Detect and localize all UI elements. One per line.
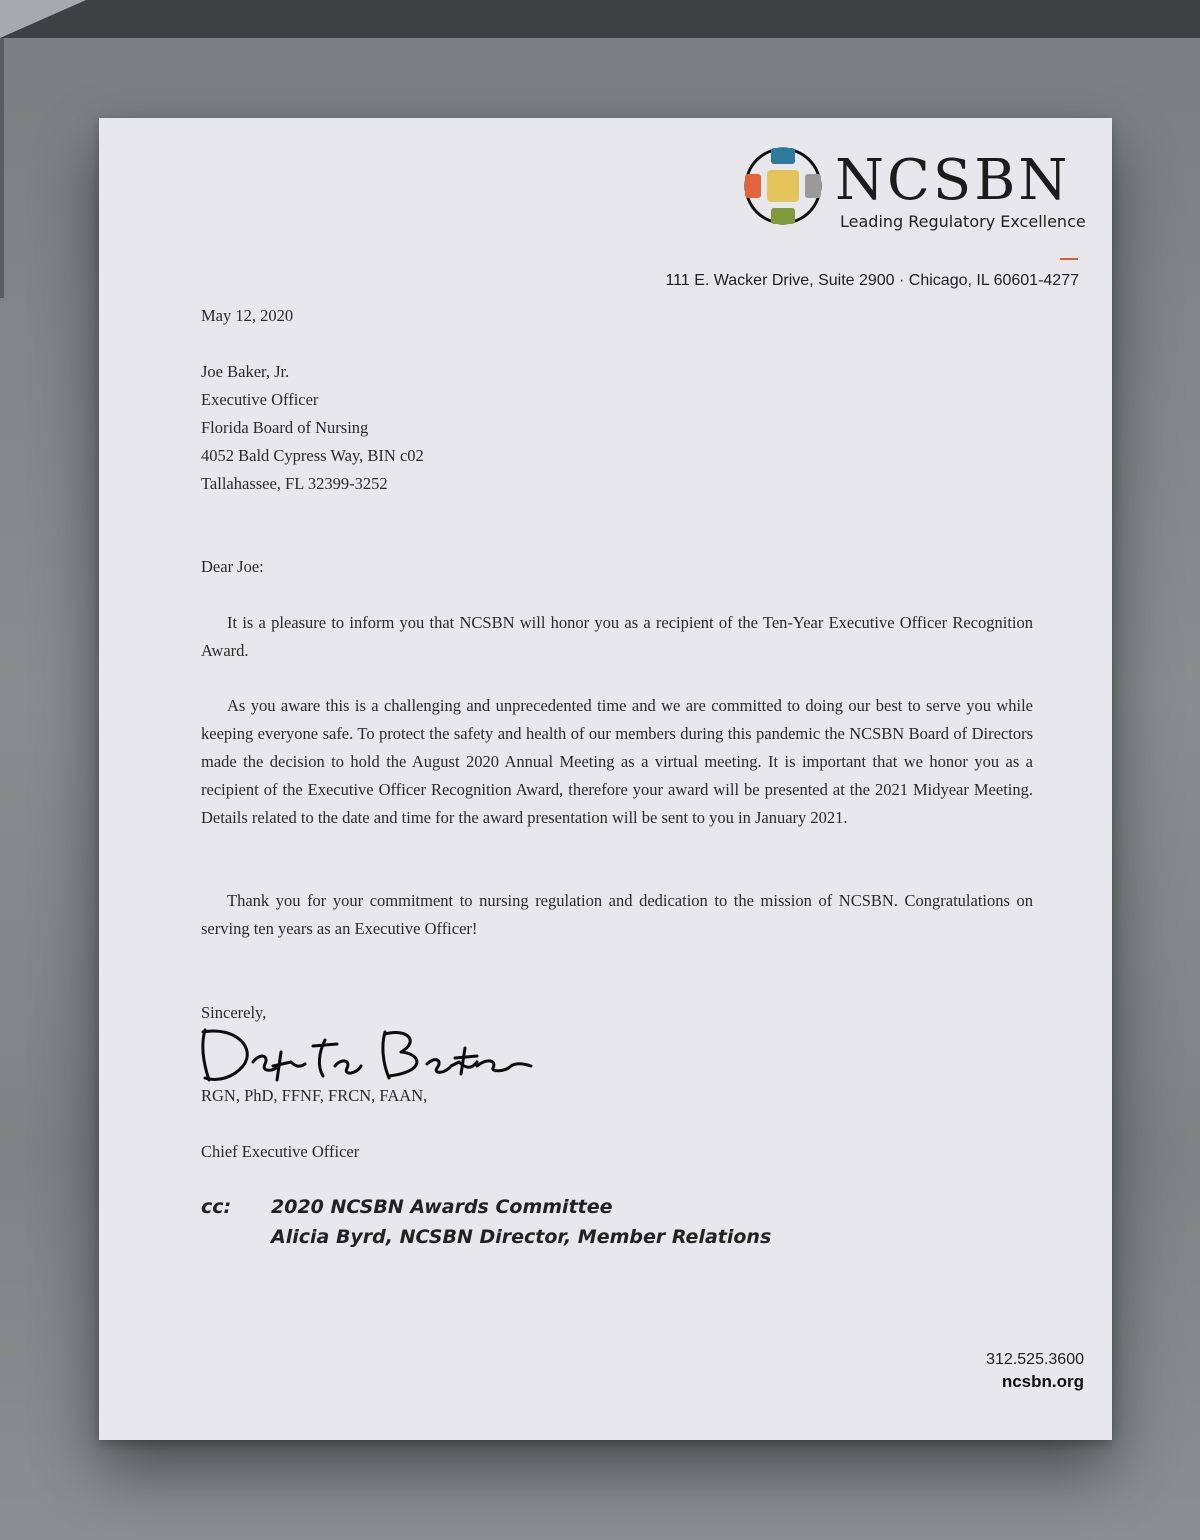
letterhead-address: 111 E. Wacker Drive, Suite 2900 · Chicago, IL 60601-4277	[665, 272, 1079, 289]
left-edge	[0, 38, 4, 298]
signer-credentials: RGN, PhD, FFNF, FRCN, FAAN,	[201, 1086, 428, 1105]
cc-label: cc:	[201, 1196, 232, 1218]
signer-title: Chief Executive Officer	[201, 1142, 360, 1161]
top-bar	[0, 0, 1200, 38]
footer-website: ncsbn.org	[1001, 1372, 1084, 1391]
org-name: NCSBN	[835, 148, 1071, 213]
recipient-line: Tallahassee, FL 32399-3252	[201, 474, 388, 493]
letter-page	[99, 118, 1112, 1440]
closing: Sincerely,	[201, 1003, 267, 1022]
recipient-line: 4052 Bald Cypress Way, BIN c02	[201, 446, 424, 465]
paragraph: Thank you for your commitment to nursing regulation and dedication to the mission of NCSBN. Congratulations on serving ten years as an Executive Officer!	[201, 891, 1033, 938]
salutation: Dear Joe:	[201, 557, 264, 576]
recipient-block	[201, 358, 1033, 498]
cc-line: Alicia Byrd, NCSBN Director, Member Relations	[271, 1226, 772, 1248]
ncsbn-logo-mark-icon	[743, 146, 823, 226]
handwritten-signature	[195, 1022, 535, 1086]
cc-list	[271, 1192, 771, 1252]
footer-phone: 312.525.3600	[986, 1351, 1084, 1368]
org-tagline: Leading Regulatory Excellence	[840, 212, 1086, 231]
recipient-line: Joe Baker, Jr.	[201, 362, 290, 381]
paragraph: It is a pleasure to inform you that NCSBN will honor you as a recipient of the Ten-Year Executive Officer Recognition Award.	[201, 613, 1033, 660]
recipient-line: Florida Board of Nursing	[201, 418, 369, 437]
top-bar-tab	[0, 0, 86, 38]
paragraph: As you aware this is a challenging and unprecedented time and we are committed to doing our best to serve you while keeping everyone safe. To protect the safety and health of our members during this pandemic the NCSBN Board of Directors made the decision to hold the August 2020 Annual Meeting as a virtual meeting. It is important that we honor you as a recipient of the Executive Officer Recognition Award, therefore your award will be presented at the 2021 Midyear Meeting. Details related to the date and time for the award presentation will be sent to you in January 2021.	[201, 696, 1033, 827]
ncsbn-logo	[743, 146, 1088, 236]
cc-line: 2020 NCSBN Awards Committee	[271, 1196, 613, 1218]
letter-date: May 12, 2020	[201, 306, 294, 325]
recipient-line: Executive Officer	[201, 390, 319, 409]
accent-dash	[1060, 258, 1078, 260]
